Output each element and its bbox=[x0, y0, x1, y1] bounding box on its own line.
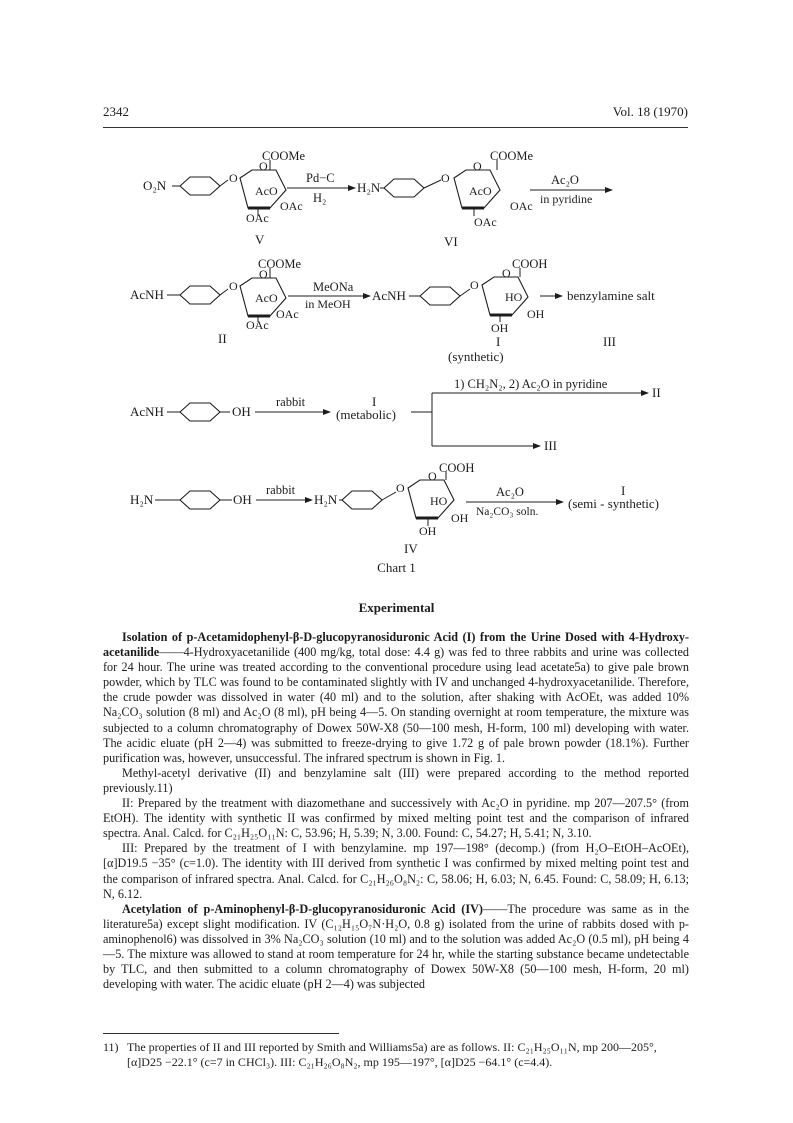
reagent-na2co3: Na₂CO₃ soln. bbox=[476, 506, 539, 518]
reagent-meona: MeONa bbox=[313, 280, 354, 294]
ring-o: O bbox=[259, 267, 268, 281]
label-metabolic: (metabolic) bbox=[336, 407, 396, 422]
label-oac: OAc bbox=[280, 199, 303, 213]
label-coome: COOMe bbox=[490, 149, 534, 163]
ring-o: O bbox=[473, 159, 482, 173]
label-acnh: AcNH bbox=[130, 404, 164, 419]
label-semi-synthetic: (semi - synthetic) bbox=[568, 496, 659, 511]
body-text bbox=[103, 630, 689, 992]
ring-o: O bbox=[259, 159, 268, 173]
paragraph bbox=[103, 630, 689, 766]
reagent-ac2o: Ac₂O bbox=[496, 485, 524, 499]
label-oac: OAc bbox=[276, 307, 299, 321]
footnote-number: 11) bbox=[103, 1040, 119, 1054]
label-aco: AcO bbox=[469, 184, 492, 198]
label-oac-2: OAc bbox=[246, 211, 269, 225]
label-oh-2: OH bbox=[419, 524, 437, 538]
arrow-VI-II bbox=[530, 173, 612, 206]
section-title: Experimental bbox=[358, 600, 435, 615]
label-o: O bbox=[441, 171, 450, 185]
footnote-rule bbox=[103, 1033, 339, 1034]
paragraph-text: ——4-Hydroxyacetanilide (400 mg/kg, total dose: 4.4 g) was fed to three rabbits and urine was collected for 24 hour. The urine was treated according to the conventional procedure using lead acetate5a) to give pale brown powder, which by TLC was found to be contaminated slightly with IV and unchanged 4-hydroxyacetanilide. Therefore, the crude powder was dissolved in water (40 ml) and to the solution, after shaking with AcOEt, was added 10% Na₂CO₃ solution (8 ml) and Ac₂O (8 ml), pH being 4—5. On standing overnight at room temperature, the mixture was subjected to a column chromatography of Dowex 50W-X8 (50—100 mesh, H-form, 100 ml) developing with water. The acidic eluate (pH 2—4) was submitted to freeze-drying to give 1.72 g of pale brown powder (18.1%). Further purification was, however, unsuccessful. The infrared spectrum is shown in Fig. 1. bbox=[103, 645, 689, 765]
compound-label-I-metabolic: I bbox=[372, 394, 377, 409]
reagent-rabbit: rabbit bbox=[276, 395, 306, 409]
paragraph-text: ——The procedure was same as in the literature5a) except slight modification. IV (C₁₂H₁₅O₇N·H₂O, 0.8 g) isolated from the urine of rabbits dosed with p-aminophenol6) was dissolved in 3% Na₂CO₃ solution (10 ml) and to the solution was added Ac₂O (0.5 ml), pH being 4—5. The mixture was allowed to stand at room temperature for 24 hr, while the starting substance became undetectable by TLC, and then submitted to a column chromatography of Dowex 50W-X8 (50—100 mesh, H-form, 20 ml) developing with water. The acidic eluate (pH 2—4) was subjected bbox=[103, 901, 690, 992]
paragraph-title: Isolation of p-Acetamidophenyl-β-D-glucopyranosiduronic Acid (I) from the Urine Dosed with 4-Hydroxy-acetanilide bbox=[103, 630, 689, 660]
label-ho: HO bbox=[505, 290, 523, 304]
label-oac-2: OAc bbox=[246, 318, 269, 332]
label-o: O bbox=[229, 171, 238, 185]
label-oh: OH bbox=[233, 492, 252, 507]
label-oh-2: OH bbox=[491, 321, 509, 335]
label-coome: COOMe bbox=[262, 149, 306, 163]
semi-synthetic-route bbox=[130, 461, 659, 556]
compound-label-I-semi: I bbox=[621, 483, 626, 498]
label-oh: OH bbox=[527, 307, 545, 321]
reagent-rabbit: rabbit bbox=[266, 483, 296, 497]
compound-label-IV: IV bbox=[404, 541, 418, 556]
metabolic-route bbox=[130, 377, 661, 453]
label-oac: OAc bbox=[510, 199, 533, 213]
label-oh: OH bbox=[232, 404, 251, 419]
label-benzylamine-salt: benzylamine salt bbox=[567, 288, 655, 303]
label-cooh: COOH bbox=[512, 257, 548, 271]
label-acnh: AcNH bbox=[372, 288, 406, 303]
benzene-ring bbox=[180, 286, 220, 304]
label-aco: AcO bbox=[255, 184, 278, 198]
label-o: O bbox=[396, 481, 405, 495]
label-h2n: H₂N bbox=[314, 492, 338, 507]
benzene-ring bbox=[180, 403, 220, 421]
compound-II bbox=[130, 257, 302, 346]
compound-VI bbox=[357, 149, 534, 249]
benzene-ring bbox=[180, 491, 220, 509]
label-coome: COOMe bbox=[258, 257, 302, 271]
benzene-ring bbox=[384, 179, 424, 197]
arrow-II-I bbox=[288, 280, 370, 311]
compound-label-VI: VI bbox=[444, 234, 458, 249]
compound-label-III-branch: III bbox=[544, 438, 557, 453]
label-h2n: H₂N bbox=[130, 492, 154, 507]
label-oh: OH bbox=[451, 511, 469, 525]
compound-V bbox=[143, 149, 306, 247]
footnote bbox=[103, 1040, 689, 1070]
paragraph bbox=[103, 902, 689, 993]
compound-label-III: III bbox=[603, 334, 616, 349]
journal-volume: Vol. 18 (1970) bbox=[612, 104, 688, 119]
label-oac-2: OAc bbox=[474, 215, 497, 229]
paragraph: Methyl-acetyl derivative (II) and benzylamine salt (III) were prepared according to the method reported previously.11) bbox=[103, 765, 689, 795]
label-h2n: H₂N bbox=[357, 180, 381, 195]
label-o: O bbox=[229, 279, 238, 293]
label-acnh: AcNH bbox=[130, 287, 164, 302]
ring-o: O bbox=[428, 469, 437, 483]
page-number: 2342 bbox=[103, 104, 129, 119]
reagent-meoh: in MeOH bbox=[305, 297, 351, 311]
paragraph: III: Prepared by the treatment of I with benzylamine. mp 197—198° (decomp.) (from H₂O–EtOH–AcOEt), [α]D19.5 −35° (c=1.0). The identity with III derived from synthetic I was confirmed by mixed melting point test and the comparison of infrared spectra. Anal. Calcd. for C₂₁H₂₆O₈N₂: C, 58.06; H, 6.03; N, 6.45. Found: C, 58.09; H, 6.13; N, 6.12. bbox=[103, 841, 689, 901]
compound-label-II: II bbox=[218, 331, 227, 346]
reagent-h2: H₂ bbox=[313, 191, 327, 205]
reagent-branch: 1) CH₂N₂, 2) Ac₂O in pyridine bbox=[454, 377, 608, 391]
footnote-text: The properties of II and III reported by Smith and Williams5a) are as follows. II: C₂₁H₂₅O₁₁N, mp 200—205°, [α]D25 −22.1° (c=7 in CHCl₃). III: C₂₁H₂₆O₈N₂, mp 195—197°, [α]D25 −64.1° (c=4.4). bbox=[127, 1040, 657, 1069]
label-cooh: COOH bbox=[439, 461, 475, 475]
compound-I bbox=[372, 257, 547, 364]
benzene-ring bbox=[420, 287, 460, 305]
ring-o: O bbox=[502, 266, 511, 280]
label-synthetic: (synthetic) bbox=[448, 349, 504, 364]
label-aco: AcO bbox=[255, 291, 278, 305]
label-ho: HO bbox=[430, 494, 448, 508]
reagent-ac2o: Ac₂O bbox=[551, 173, 579, 187]
benzene-ring bbox=[342, 491, 382, 509]
benzene-ring bbox=[180, 177, 220, 195]
compound-label-I: I bbox=[496, 334, 501, 349]
label-o: O bbox=[470, 278, 479, 292]
paragraph-title: Acetylation of p-Aminophenyl-β-D-glucopyranosiduronic Acid (IV) bbox=[122, 901, 483, 916]
compound-label-II-branch: II bbox=[652, 385, 661, 400]
paragraph: II: Prepared by the treatment with diazomethane and successively with Ac₂O in pyridine. mp 207—207.5° (from EtOH). The identity with synthetic II was confirmed by mixed melting point test and the comparison of infrared spectra. Anal. Calcd. for C₂₁H₂₅O₁₁N: C, 53.96; H, 5.39; N, 3.00. Found: C, 54.27; H, 5.41; N, 3.10. bbox=[103, 796, 689, 841]
compound-label-V: V bbox=[255, 232, 265, 247]
header-rule bbox=[103, 127, 688, 128]
chart-caption: Chart 1 bbox=[377, 560, 416, 575]
arrow-I-III bbox=[540, 288, 655, 349]
reaction-scheme bbox=[0, 140, 793, 560]
label-o2n: O₂N bbox=[143, 178, 167, 193]
reagent-pd-c: Pd−C bbox=[306, 171, 335, 185]
reagent-pyridine: in pyridine bbox=[540, 192, 593, 206]
